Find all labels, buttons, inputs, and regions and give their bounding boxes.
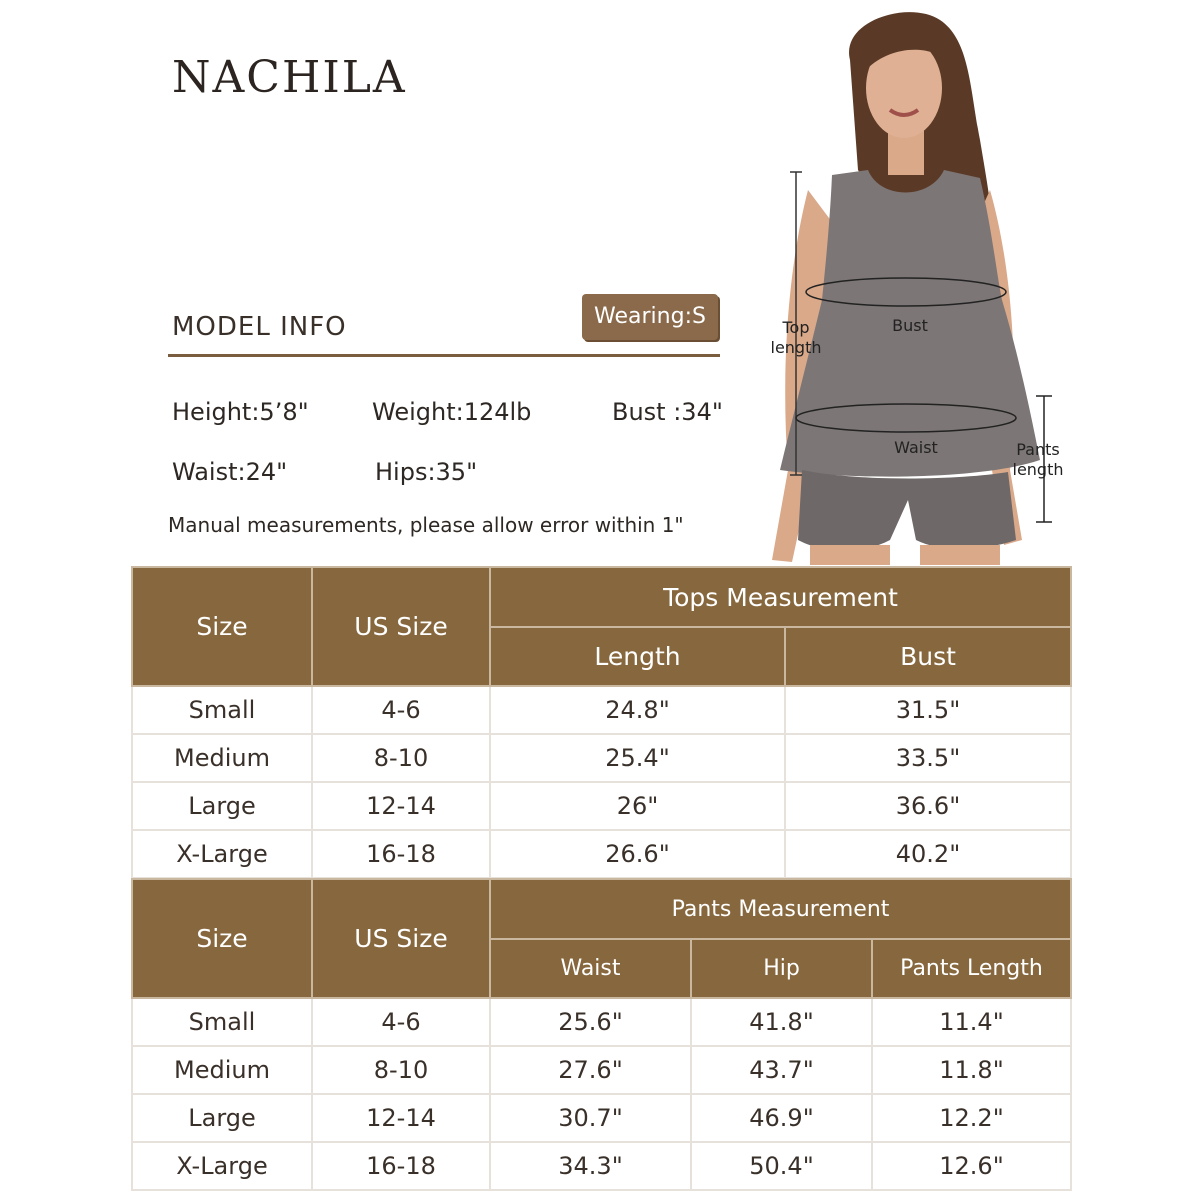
hip-cell: 41.8" (691, 998, 872, 1046)
pants-header-hip: Hip (691, 939, 872, 998)
model-weight: Weight:124lb (372, 398, 532, 426)
table-row (132, 734, 1071, 782)
tops-header-group: Tops Measurement (490, 567, 1071, 627)
model-waist: Waist:24" (172, 458, 288, 486)
size-cell: Large (132, 782, 312, 830)
model-hips: Hips:35" (375, 458, 478, 486)
us-size-cell: 12-14 (312, 782, 490, 830)
length-cell: 26" (490, 782, 785, 830)
size-cell: Small (132, 686, 312, 734)
measurement-note: Manual measurements, please allow error within 1" (168, 513, 684, 537)
length-cell: 26.6" (490, 830, 785, 878)
us-size-cell: 4-6 (312, 686, 490, 734)
pants-header-group: Pants Measurement (490, 879, 1071, 939)
tops-header-length: Length (490, 627, 785, 686)
bust-cell: 33.5" (785, 734, 1071, 782)
waist-cell: 30.7" (490, 1094, 691, 1142)
size-cell: Medium (132, 1046, 312, 1094)
pants-length-label: Pants length (1012, 440, 1064, 479)
us-size-cell: 12-14 (312, 1094, 490, 1142)
size-cell: Small (132, 998, 312, 1046)
hip-cell: 46.9" (691, 1094, 872, 1142)
table-row (132, 686, 1071, 734)
table-row (132, 1142, 1071, 1190)
model-illustration (740, 0, 1070, 565)
model-height: Height:5’8" (172, 398, 309, 426)
waist-cell: 25.6" (490, 998, 691, 1046)
tops-header-size: Size (132, 567, 312, 686)
table-row (132, 1046, 1071, 1094)
pants-header-us-size: US Size (312, 879, 490, 998)
pants-header-length: Pants Length (872, 939, 1071, 998)
us-size-cell: 8-10 (312, 1046, 490, 1094)
length-cell: 25.4" (490, 734, 785, 782)
model-info-title: MODEL INFO (172, 312, 347, 342)
hip-cell: 43.7" (691, 1046, 872, 1094)
size-cell: Medium (132, 734, 312, 782)
waist-cell: 27.6" (490, 1046, 691, 1094)
waist-cell: 34.3" (490, 1142, 691, 1190)
bust-cell: 31.5" (785, 686, 1071, 734)
table-row (132, 998, 1071, 1046)
us-size-cell: 16-18 (312, 1142, 490, 1190)
bust-label: Bust (892, 316, 928, 335)
model-bust: Bust :34" (612, 398, 723, 426)
pants-length-cell: 12.6" (872, 1142, 1071, 1190)
size-cell: X-Large (132, 1142, 312, 1190)
bust-cell: 36.6" (785, 782, 1071, 830)
brand-logo: NACHILA (172, 52, 407, 103)
model-photo (740, 0, 1070, 565)
us-size-cell: 16-18 (312, 830, 490, 878)
waist-label: Waist (894, 438, 938, 457)
pants-length-cell: 11.4" (872, 998, 1071, 1046)
top-length-label: Top length (770, 318, 822, 357)
table-row (132, 782, 1071, 830)
tops-header-bust: Bust (785, 627, 1071, 686)
table-row (132, 830, 1071, 878)
size-cell: X-Large (132, 830, 312, 878)
size-cell: Large (132, 1094, 312, 1142)
us-size-cell: 8-10 (312, 734, 490, 782)
bust-cell: 40.2" (785, 830, 1071, 878)
length-cell: 24.8" (490, 686, 785, 734)
pants-header-size: Size (132, 879, 312, 998)
hip-cell: 50.4" (691, 1142, 872, 1190)
tops-header-us-size: US Size (312, 567, 490, 686)
wearing-size-badge: Wearing:S (582, 294, 718, 340)
pants-size-table (131, 878, 1072, 1191)
tops-size-table (131, 566, 1072, 879)
table-row (132, 1094, 1071, 1142)
pants-header-waist: Waist (490, 939, 691, 998)
pants-length-cell: 11.8" (872, 1046, 1071, 1094)
pants-length-cell: 12.2" (872, 1094, 1071, 1142)
model-info-divider (168, 354, 720, 357)
us-size-cell: 4-6 (312, 998, 490, 1046)
